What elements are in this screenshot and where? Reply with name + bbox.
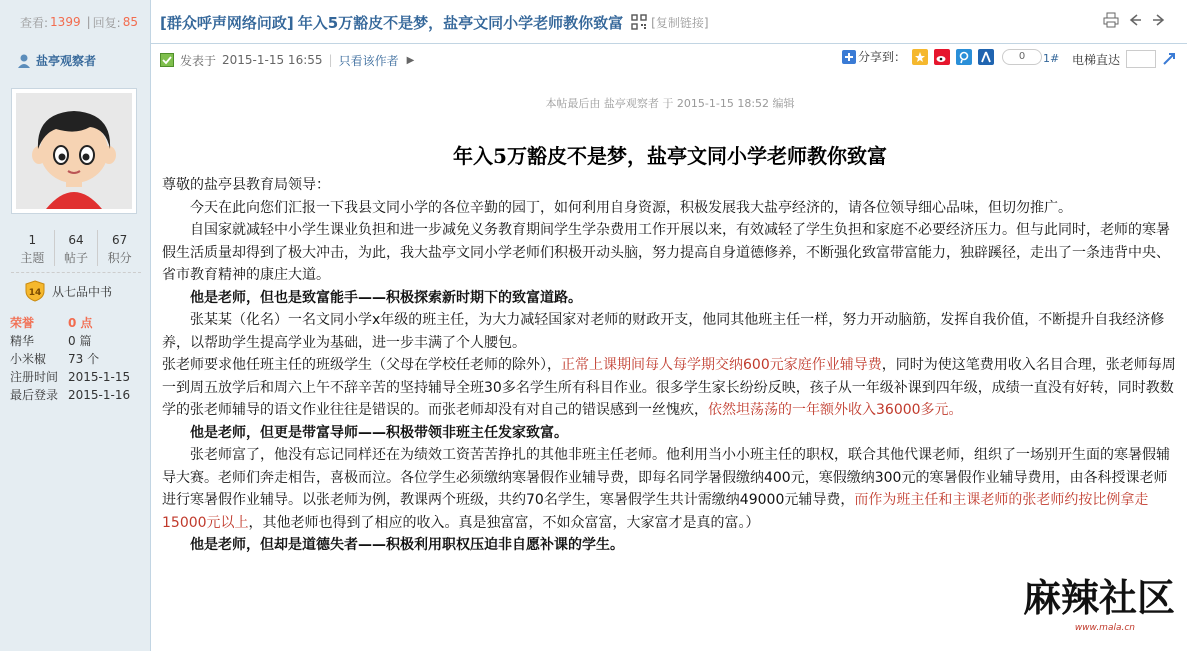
paragraph-text: ，其他老师也得到了相应的收入。真是独富富，不如众富富，大家富才是真的富。） <box>248 514 760 531</box>
replies-count: 85 <box>122 15 138 29</box>
site-watermark <box>1003 573 1175 643</box>
stat-value: 64 <box>68 233 84 247</box>
only-author-link[interactable]: 只看该作者 <box>338 53 399 68</box>
stats-separator: | <box>86 15 91 29</box>
thread-stats <box>0 0 151 44</box>
user-stats <box>11 230 141 273</box>
watermark-text: 麻辣社区 <box>1022 575 1175 620</box>
prev-thread-icon[interactable] <box>1127 12 1143 28</box>
floor-jump <box>1072 50 1176 68</box>
share-label: 分享到： <box>858 50 907 64</box>
profile-key: 精华 <box>10 334 35 348</box>
article-paragraph <box>162 444 1178 534</box>
article-paragraph: 自国家就减轻中小学生课业负担和进一步减免义务教育期间学生学杂费用工作开展以来，有效减轻了学生负担和家庭不必要经济压力。但与此同时，老师的寒暑假生活质量却得到了极大冲击，为此，我大盐亭文同小学老师们积极开动头脑，努力提高自身道德修养，不断强化致富带富能力，独辟蹊径，走出了一条违背中央、省市教育精神的康庄大道。 <box>162 222 1170 283</box>
top-bar <box>0 0 1187 44</box>
share-count: 0 <box>1002 49 1042 65</box>
author-name-row <box>16 52 96 69</box>
post-info-separator: | <box>328 53 333 67</box>
edit-note: 本帖最后由 盐亭观察者 于 2015-1-15 18:52 编辑 <box>545 97 795 110</box>
thread-title <box>160 0 709 44</box>
stat-label: 帖子 <box>64 251 89 265</box>
tencent-share-icon[interactable] <box>956 49 972 65</box>
share-plus-icon[interactable] <box>842 50 856 64</box>
rank-title: 从七品中书 <box>52 284 113 299</box>
profile-row-register <box>10 368 146 386</box>
stat-value: 1 <box>28 233 37 247</box>
highlight-text: 依然坦荡荡的一年额外收入36000多元。 <box>708 402 963 418</box>
profile-row-digest <box>10 332 146 350</box>
profile-row-pepper <box>10 350 146 368</box>
share-bar <box>842 48 1042 65</box>
stat-posts[interactable] <box>55 230 99 266</box>
article-paragraph: 尊敬的盐亭县教育局领导： <box>162 177 330 193</box>
post-icon <box>160 53 174 67</box>
qzone-share-icon[interactable] <box>912 49 928 65</box>
profile-value: 0 篇 <box>68 334 92 348</box>
rank-badge-icon <box>24 280 46 302</box>
renren-share-icon[interactable] <box>978 49 994 65</box>
paragraph-text: 张老师要求他任班主任的班级学生（父母在学校任老师的除外）， <box>162 357 561 373</box>
profile-value: 2015-1-16 <box>68 388 131 402</box>
profile-value: 0 点 <box>68 316 93 330</box>
paragraph-text: 张老师富了，他没有忘记同样还在为绩效工资苦苦挣扎的其他非班主任老师。他利用当小小班主任的职权，联合其他代课老师，组织了一场别开生面的寒暑假辅导大赛。老师们奔走相告，喜极而泣。各位学生必须缴纳寒暑假作业辅导费，即每名同学暑假缴纳400元，寒假缴纳300元的寒暑假作业辅导费用，由各科授课老师进行寒暑假作业辅导。以张老师为例，教课两个班级，共约70名学生，寒暑假学生共计需缴纳49000元辅导费， <box>162 447 1170 508</box>
thread-category[interactable]: [群众呼声网络问政] <box>160 13 294 32</box>
stat-credits[interactable] <box>98 230 141 266</box>
user-rank <box>24 280 112 302</box>
jump-floor-input[interactable] <box>1126 50 1156 68</box>
stat-value: 67 <box>112 233 128 247</box>
weibo-share-icon[interactable] <box>934 49 950 65</box>
copy-link-button[interactable]: [复制链接] <box>651 15 709 30</box>
profile-key: 最后登录 <box>10 388 59 402</box>
highlight-text: 正常上课期间每人每学期交纳600元家庭作业辅导费 <box>561 357 882 373</box>
posted-label: 发表于 <box>180 53 217 68</box>
article-paragraph: 他是老师，但也是致富能手——积极探索新时期下的致富道路。 <box>190 289 582 306</box>
article-title: 年入5万豁皮不是梦，盐亭文同小学老师教你致富 <box>453 144 887 168</box>
user-profile <box>10 314 146 404</box>
author-name[interactable]: 盐亭观察者 <box>36 54 97 68</box>
article-paragraph: 他是老师，但更是带富导师——积极带领非班主任发家致富。 <box>190 424 568 441</box>
profile-value: 73 个 <box>68 352 100 366</box>
post-content <box>162 174 1178 557</box>
article-paragraph: 张某某（化名）一名文同小学x年级的班主任，为大力减轻国家对老师的财政开支，他同其他班主任一样，努力开动脑筋，发挥自我价值，不断提升自我经济修养，以帮助学生提高学业为基础，进一步丰满了个人腰包。 <box>162 312 1165 351</box>
jump-label: 电梯直达 <box>1072 52 1121 67</box>
profile-row-lastlogin <box>10 386 146 404</box>
online-user-icon <box>16 53 32 69</box>
article-paragraph: 今天在此向您们汇报一下我县文同小学的各位辛勤的园丁，如何利用自身资源，积极发展我大盐亭经济的，请各位领导细心品味，但切勿推广。 <box>190 199 1072 216</box>
thread-title-text: 年入5万豁皮不是梦，盐亭文同小学老师教你致富 <box>297 13 624 32</box>
article-paragraph: 他是老师，但却是道德失者——积极利用职权压迫非自愿补课的学生。 <box>190 537 624 553</box>
watermark-url: www.mala.cn <box>1074 623 1135 633</box>
posted-time: 2015-1-15 16:55 <box>222 53 323 67</box>
stat-label: 积分 <box>107 251 132 265</box>
print-icon[interactable] <box>1103 12 1119 28</box>
views-count: 1399 <box>50 15 81 29</box>
profile-row-honor <box>10 314 146 332</box>
replies-label: 回复: <box>92 15 121 30</box>
top-icons <box>1103 12 1167 28</box>
avatar[interactable] <box>11 88 137 214</box>
qr-code-icon[interactable] <box>631 14 647 30</box>
stat-threads[interactable] <box>11 230 55 266</box>
profile-key: 注册时间 <box>10 370 59 384</box>
caret-right-icon[interactable]: ▶ <box>406 54 415 66</box>
author-sidebar <box>0 44 151 651</box>
article-paragraph <box>162 354 1178 422</box>
highlight-text: 而作为班主任和主课老师的张老师约按比例拿走15000元以上 <box>162 492 1149 531</box>
stat-label: 主题 <box>20 251 45 265</box>
profile-key: 荣誉 <box>10 316 35 330</box>
paragraph-text: ，同时为使这笔费用收入名目合理，张老师每周一到周五放学后和周六上午不辞辛苦的坚持辅导全班30多名学生所有科目作业。很多学生家长纷纷反映，孩子从一年级补课到四年级，成绩一直没有好转，同时教数学的张老师辅导的语文作业往往是错误的。而张老师却没有对自己的错误感到一丝愧疚， <box>162 357 1176 418</box>
views-label: 查看: <box>20 15 49 30</box>
profile-key: 小米椒 <box>10 352 47 366</box>
floor-number: 1# <box>1043 52 1060 65</box>
next-thread-icon[interactable] <box>1151 12 1167 28</box>
rank-level: 14 <box>28 288 42 298</box>
profile-value: 2015-1-15 <box>68 370 131 384</box>
go-arrow-icon[interactable] <box>1162 52 1176 66</box>
